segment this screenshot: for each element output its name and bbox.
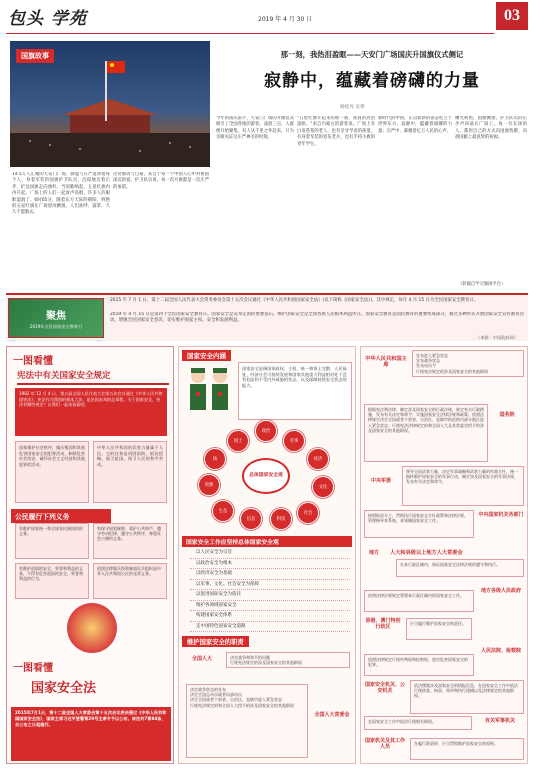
concept-title: 国家安全内涵 xyxy=(182,350,231,361)
court-duties: 依照法律规定行使审判权和检察权，惩治危害国家安全的犯罪。 xyxy=(364,654,474,676)
wheel-node-technology: 科技 xyxy=(270,508,292,530)
duty-item-1: 有维护国家统一和全国各民族团结的义务。 xyxy=(15,523,89,559)
hk-macau-label: 香港、澳门特别行政区 xyxy=(365,618,401,630)
banner-source: （来源：中国政府网） xyxy=(476,335,518,340)
constitution-note: 1982 年 12 月 4 日，第五届全国人民代表大会第五次会议通过《中华人民共和国宪法》，宪法作为我国的根本大法，是治国安邦的总章程。关于国家安全，宪法有哪些规定？让我们一起来看看吧。 xyxy=(15,388,167,436)
security-law-title: 一图看懂 xyxy=(13,663,53,674)
duty-title: 公民履行下列义务 xyxy=(11,509,111,523)
principles-title: 国家安全工作应坚持总体国家安全观 xyxy=(182,536,352,547)
wheel-node-economic: 经济 xyxy=(307,448,329,470)
masthead-date: 2019 年 4 月 30 日 xyxy=(258,16,313,23)
central-label: 中央国家机关各部门 xyxy=(478,512,524,518)
banner-badge xyxy=(8,298,104,338)
banner-body: 2019 年 4 月 15 日是第四个全民国家安全教育日。国家安全是安邦定国的重要基石，维护国家安全是全国各族人民根本利益所在。国家安全教育是国民教育的重要组成部分，通过多种形式开展国家安全宣传教育活动，增强全民国家安全意识，切实维护国家主权、安全和发展利益。 xyxy=(110,312,524,324)
constitution-item-2: 中华人民共和国的武装力量属于人民。它的任务是巩固国防，抵抗侵略，保卫祖国，保卫人民的和平劳动。 xyxy=(93,441,167,503)
duty-item-4: 依照法律服兵役和参加民兵组织是中华人民共和国公民的光荣义务。 xyxy=(93,563,167,599)
wheel-node-military: 军事 xyxy=(283,430,305,452)
wheel-node-political: 政治 xyxy=(255,420,277,442)
masthead-rule xyxy=(6,33,494,34)
feature-kicker: 那一刻，我热泪盈眶——天安门广场国庆升国旗仪式侧记 xyxy=(280,50,464,59)
npc-label: 全国人大 xyxy=(191,656,212,662)
feature-footnote: （转载自学习强国平台） xyxy=(458,282,506,287)
security-law-note: 2015年7月1日，第十二届全国人大常委会第十五次会议表决通过《中华人民共和国国家安全法》，国家主席习近平签署第29号主席令予以公布。该法共7章84条，自公布之日起施行。 xyxy=(11,707,171,761)
wheel-core xyxy=(242,458,290,494)
officials-label: 国家机关及其工作人员 xyxy=(364,738,405,750)
wheel-core-label: 总体国家安全观 xyxy=(249,473,283,478)
local-gov-duties: 依照法律法规规定管理本行政区域内的国家安全工作。 xyxy=(364,590,474,612)
concept-definition: 国家安全是指国家政权、主权、统一和领土完整、人民福祉、经济社会可持续发展和国家其他重大利益相对处于没有危险和不受内外威胁的状态，以及保障持续安全状态的能力。 xyxy=(238,362,352,420)
masthead xyxy=(0,0,534,36)
feature-col6: 曙光初照，国旗飘扬，护卫队员的正步声回荡在广场上。每一位在场的人，都用自己的方式向国旗致敬，向祖国献上最真挚的祝福。 xyxy=(455,116,527,141)
wheel-node-resources: 资源 xyxy=(198,474,220,496)
court-label: 人民法院、检察院 xyxy=(480,648,521,654)
principle-item: 以经济安全为基础 xyxy=(190,569,350,580)
local-label: 地方 xyxy=(368,550,379,556)
banner-lead: 2015 年 7 月 1 日，第十二届全国人民代表大会常务委员会第十五次会议通过《中华人民共和国国家安全法》(以下简称《国家安全法》)，其中规定，每年 4 月 15 日为全民国家安全教育日。 xyxy=(110,298,479,303)
feature-title: 寂静中，蕴藏着磅礴的力量 xyxy=(264,71,480,91)
hk-macau-duties: 应当履行维护国家安全的责任。 xyxy=(406,618,472,640)
soldier-icon xyxy=(182,362,236,416)
local-gov-label: 地方各级人民政府 xyxy=(480,588,521,594)
flag-decoration xyxy=(67,603,117,653)
officials-duties: 在履行职责时，应当贯彻维护国家安全的原则。 xyxy=(410,738,524,760)
feature-byline: 杨桂亮 吴零 xyxy=(340,105,365,110)
police-duties: 依法搜集涉及国家安全的情报信息，在国家安全工作中依法行使侦查、拘留、预审和执行逮捕以及法律规定的其他职权。 xyxy=(410,680,524,714)
npcsc-duty-item: 决定全国或者个别省、自治区、直辖市进入紧急状态 xyxy=(190,697,282,703)
cmc-label: 中央军委 xyxy=(370,478,391,484)
npc-duties xyxy=(226,652,350,668)
npc-duty-item: 决定战争和和平的问题 xyxy=(230,655,270,660)
feature-col3: 今年的国庆前夕，天安门广场的升旗仪式吸引了全国各地的游客。凌晨三点，人群便开始聚集。有人从千里之外赶来，只为亲眼见证这庄严神圣的时刻。 xyxy=(216,116,294,141)
principle-item: 维护各领域国家安全 xyxy=(190,601,350,612)
cmc-duties: 领导全国武装力量，决定军事战略和武装力量的作战方针，统一指挥维护国家安全的军事行动，制定涉及国家安全的军事法规，发布有关决定和命令。 xyxy=(402,466,524,506)
security-banner xyxy=(6,293,528,341)
principle-item: 走中国特色国家安全道路 xyxy=(190,622,350,633)
constitution-title: 一图看懂 xyxy=(13,356,53,367)
npcsc-duties xyxy=(186,684,308,758)
banner-subtag: 2019年全民国家安全教育日 xyxy=(29,323,83,329)
duties-title: 维护国家安全的职责 xyxy=(182,636,249,647)
banner-tag: 聚焦 xyxy=(46,310,66,322)
npcsc-duty-item: 决定战争状态的宣布 xyxy=(190,687,226,692)
npcsc-duty-item: 决定全国总动员或者局部动员 xyxy=(190,692,242,698)
military-label: 有关军事机关 xyxy=(484,718,515,724)
wheel-node-nuclear: 核 xyxy=(204,448,226,470)
police-label: 国家安全机关、公安机关 xyxy=(364,682,405,694)
state-council-duties: 根据宪法和法律，制定涉及国家安全的行政法规，规定有关行政措施，发布有关决定和命令；实施国家安全法律法规和政策；依照法律规定决定全国或者个别省、自治区、直辖市的范围内部分地区进入紧急状态；行使宪法法律规定的和全国人大及其常委会授予的涉及国家安全的其他职权。 xyxy=(364,404,488,462)
constitution-panel xyxy=(6,346,174,764)
military-duties: 在国家安全工作中依法行使相关职权。 xyxy=(364,716,472,730)
president-duty-item: 发布动员令 xyxy=(416,363,436,369)
constitution-item-1: 国家维护社会秩序，镇压叛国和其他危害国家安全的犯罪活动，制裁危害社会治安、破坏社会主义经济和其他犯罪的活动。 xyxy=(15,441,89,503)
state-council-label: 国务院 xyxy=(499,412,515,418)
npc-duty-item: 行使宪法规定的涉及国家安全的其他职权 xyxy=(230,660,302,666)
duty-item-3: 有维护祖国的安全、荣誉和利益的义务，不得有危害祖国的安全、荣誉和利益的行为。 xyxy=(15,563,89,599)
page-number: 03 xyxy=(496,2,528,30)
principle-item: 以促进国际安全为依托 xyxy=(190,590,350,601)
masthead-logo: 包头 学苑 xyxy=(8,9,87,29)
duty-item-2: 有保守国家秘密、爱护公共财产、遵守劳动纪律、遵守公共秩序、尊重社会公德的义务。 xyxy=(93,523,167,559)
principles-list xyxy=(190,548,350,632)
npcsc-duty-item: 行使宪法规定的和全国人大授予的涉及国家安全的其他职权 xyxy=(190,702,294,708)
central-duties: 按照职责分工，贯彻执行国家安全方针政策和法律法规，管理指导本系统、本领域国家安全工作。 xyxy=(364,510,474,538)
feature-col4: "五星红旗升起来的那一刻，我真的热泪盈眶。"来自内蒙古的游客说。广场上有白发苍苍的老人，也有牙牙学语的孩童，有身着军装的退伍老兵，也有手持小旗的青年学生。 xyxy=(297,116,375,147)
feature-col2: 这份感动与自豪，来自于每一个中国人心中对祖国深沉的爱。护卫队员说，每一次升旗都是一次庄严的承诺。 xyxy=(113,172,209,190)
wheel-node-ecology: 生态 xyxy=(212,500,234,522)
wheel-node-information: 信息 xyxy=(240,508,262,530)
security-law-subtitle: 国家安全法 xyxy=(31,681,97,696)
president-duty-item: 宣布战争状态 xyxy=(416,358,440,364)
soldier-illustration xyxy=(182,362,236,416)
wheel-node-territory: 国土 xyxy=(227,430,249,452)
principle-item: 以军事、文化、社会安全为保障 xyxy=(190,580,350,591)
wheel-node-culture: 文化 xyxy=(312,476,334,498)
president-duty-item: 宣布进入紧急状态 xyxy=(416,353,448,358)
npcsc-label: 全国人大常委会 xyxy=(314,712,350,718)
feature-col5: 新时代的中国，正以崭新的姿态屹立于世界东方。寂静中，蕴藏着磅礴的力量；庄严中，凝聚着亿万人民的心声。 xyxy=(378,116,452,134)
local-npc-duties: 在本行政区域内，保证国家安全法律法规的遵守和执行。 xyxy=(396,559,524,577)
principle-item: 以人民安全为宗旨 xyxy=(190,548,350,559)
wheel-node-society: 社会 xyxy=(297,502,319,524)
feature-photo xyxy=(10,41,210,167)
local-npc-label: 人大和县级以上地方人大常委会 xyxy=(390,550,463,556)
president-duty-item: 行使宪法规定的涉及国家安全的其他职权 xyxy=(416,368,488,374)
president-duties xyxy=(412,350,524,377)
constitution-subtitle: 宪法中有关国家安全规定 xyxy=(17,369,169,385)
president-label: 中华人民共和国主席 xyxy=(365,356,407,368)
security-wheel xyxy=(182,420,352,532)
principle-item: 构建国家安全体系 xyxy=(190,611,350,622)
principle-item: 以政治安全为根本 xyxy=(190,559,350,570)
feature-label: 国旗故事 xyxy=(16,49,54,63)
feature-col1: 14.5万人汇聚的天安门广场，静谧与庄严笼罩着每个人，身着军装的国旗护卫队员，沉稳地迈着正步，护送国旗走向旗杆。当国歌响起，五星红旗冉冉升起，广场上的人们一起放声高唱，许多人的眼眶湿润了。6时05分，随着东方天际的朝阳，鲜艳的五星红旗在广场迎风飘扬，人们欢呼、鼓掌，久久不愿散去。 xyxy=(12,172,110,216)
